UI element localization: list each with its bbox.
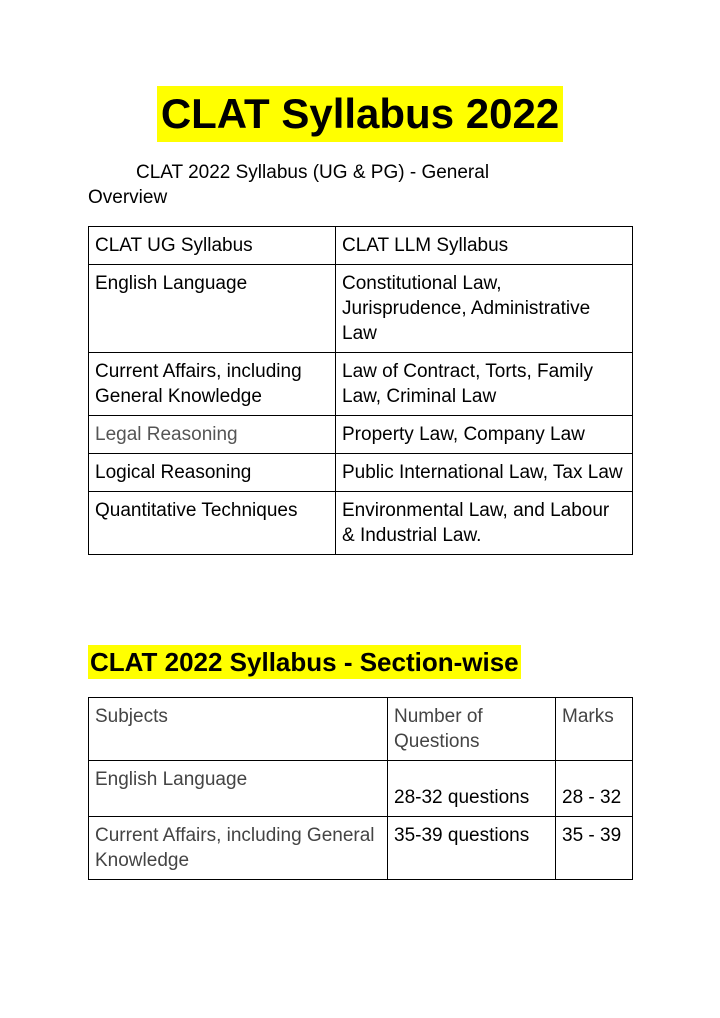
table-row bbox=[89, 416, 633, 454]
table-cell: 35-39 questions bbox=[388, 817, 556, 880]
table-cell: Property Law, Company Law bbox=[336, 416, 633, 454]
header-cell: Number of Questions bbox=[388, 698, 556, 761]
table-row bbox=[89, 492, 633, 555]
table-cell: Current Affairs, including General Knowledge bbox=[89, 817, 388, 880]
table-cell: Legal Reasoning bbox=[89, 416, 336, 454]
table-cell: Quantitative Techniques bbox=[89, 492, 336, 555]
table-cell: English Language bbox=[89, 761, 388, 817]
table-cell: 35 - 39 bbox=[556, 817, 633, 880]
table-header-row bbox=[89, 227, 633, 265]
overview-table bbox=[88, 226, 633, 555]
table-row bbox=[89, 353, 633, 416]
header-cell: Subjects bbox=[89, 698, 388, 761]
table-cell: Environmental Law, and Labour & Industrial Law. bbox=[336, 492, 633, 555]
section-heading: CLAT 2022 Syllabus - Section-wise bbox=[90, 647, 519, 677]
table-cell: 28-32 questions bbox=[388, 761, 556, 817]
table-cell: Current Affairs, including General Knowledge bbox=[89, 353, 336, 416]
page-title: CLAT Syllabus 2022 bbox=[157, 86, 563, 142]
table-cell: Constitutional Law, Jurisprudence, Administrative Law bbox=[336, 265, 633, 353]
header-cell: Marks bbox=[556, 698, 633, 761]
table-cell: 28 - 32 bbox=[556, 761, 633, 817]
table-cell: English Language bbox=[89, 265, 336, 353]
table-row bbox=[89, 265, 633, 353]
title-wrapper bbox=[0, 86, 720, 142]
table-header-row bbox=[89, 698, 633, 761]
section-heading-wrapper bbox=[88, 645, 521, 679]
table-cell: Law of Contract, Torts, Family Law, Criminal Law bbox=[336, 353, 633, 416]
section-table bbox=[88, 697, 633, 880]
table-cell: Logical Reasoning bbox=[89, 454, 336, 492]
header-cell: CLAT LLM Syllabus bbox=[336, 227, 633, 265]
table-cell: Public International Law, Tax Law bbox=[336, 454, 633, 492]
table-row bbox=[89, 454, 633, 492]
intro-text: CLAT 2022 Syllabus (UG & PG) - General Overview bbox=[88, 162, 490, 208]
table-row bbox=[89, 761, 633, 817]
header-cell: CLAT UG Syllabus bbox=[89, 227, 336, 265]
table-row bbox=[89, 817, 633, 880]
